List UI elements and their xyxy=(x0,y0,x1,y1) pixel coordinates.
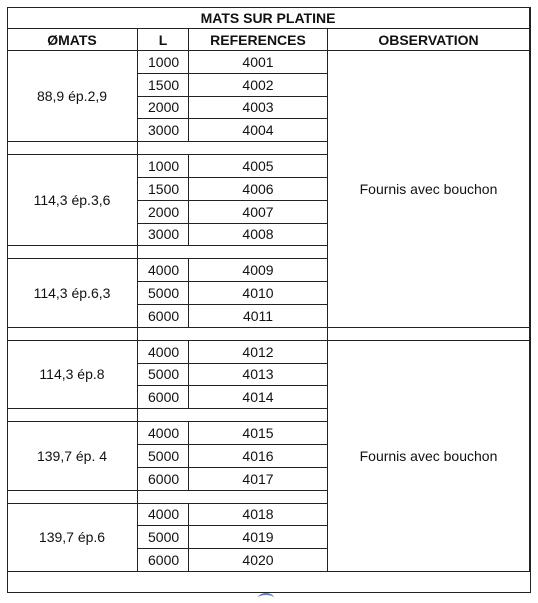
header-length: L xyxy=(138,29,189,51)
page-corner-mark xyxy=(258,593,274,603)
reference-cell: 4018 xyxy=(189,504,328,527)
spacer-row xyxy=(7,246,138,259)
reference-cell: 4003 xyxy=(189,97,328,120)
length-cell: 2000 xyxy=(138,97,189,120)
reference-cell: 4011 xyxy=(189,305,328,328)
length-cell: 2000 xyxy=(138,201,189,224)
group-diameter: 114,3 ép.8 xyxy=(7,341,138,409)
length-cell: 5000 xyxy=(138,445,189,468)
length-cell: 5000 xyxy=(138,526,189,549)
length-cell: 1000 xyxy=(138,155,189,178)
reference-cell: 4006 xyxy=(189,178,328,201)
reference-cell: 4020 xyxy=(189,549,328,572)
separator-band xyxy=(328,328,530,341)
separator-band xyxy=(7,328,138,341)
reference-cell: 4007 xyxy=(189,201,328,224)
header-references: REFERENCES xyxy=(189,29,328,51)
table-title: MATS SUR PLATINE xyxy=(7,7,530,29)
reference-cell: 4014 xyxy=(189,386,328,409)
reference-cell: 4019 xyxy=(189,526,328,549)
spacer-row xyxy=(138,409,328,422)
length-cell: 1000 xyxy=(138,51,189,74)
length-cell: 4000 xyxy=(138,259,189,282)
reference-cell: 4016 xyxy=(189,445,328,468)
length-cell: 4000 xyxy=(138,422,189,445)
header-observation: OBSERVATION xyxy=(328,29,530,51)
reference-cell: 4005 xyxy=(189,155,328,178)
reference-cell: 4008 xyxy=(189,224,328,247)
length-cell: 3000 xyxy=(138,224,189,247)
reference-cell: 4001 xyxy=(189,51,328,74)
length-cell: 4000 xyxy=(138,341,189,364)
length-cell: 6000 xyxy=(138,549,189,572)
length-cell: 6000 xyxy=(138,386,189,409)
spacer-row xyxy=(138,246,328,259)
spacer-row xyxy=(138,142,328,155)
length-cell: 1500 xyxy=(138,178,189,201)
reference-cell: 4017 xyxy=(189,468,328,491)
reference-cell: 4002 xyxy=(189,74,328,97)
length-cell: 5000 xyxy=(138,282,189,305)
length-cell: 5000 xyxy=(138,364,189,387)
spacer-row xyxy=(7,409,138,422)
group-diameter: 114,3 ép.6,3 xyxy=(7,259,138,327)
header-diameter: ØMATS xyxy=(7,29,138,51)
spacer-row xyxy=(7,142,138,155)
group-diameter: 139,7 ép. 4 xyxy=(7,422,138,490)
length-cell: 3000 xyxy=(138,119,189,142)
spacer-row xyxy=(138,491,328,504)
observation-cell: Fournis avec bouchon xyxy=(328,341,530,572)
reference-cell: 4010 xyxy=(189,282,328,305)
separator-band xyxy=(138,328,328,341)
length-cell: 6000 xyxy=(138,468,189,491)
spacer-row xyxy=(7,491,138,504)
observation-cell: Fournis avec bouchon xyxy=(328,51,530,328)
length-cell: 1500 xyxy=(138,74,189,97)
group-diameter: 114,3 ép.3,6 xyxy=(7,155,138,246)
reference-cell: 4009 xyxy=(189,259,328,282)
reference-cell: 4015 xyxy=(189,422,328,445)
reference-cell: 4013 xyxy=(189,364,328,387)
group-diameter: 139,7 ép.6 xyxy=(7,504,138,572)
length-cell: 4000 xyxy=(138,504,189,527)
length-cell: 6000 xyxy=(138,305,189,328)
group-diameter: 88,9 ép.2,9 xyxy=(7,51,138,142)
reference-cell: 4012 xyxy=(189,341,328,364)
reference-cell: 4004 xyxy=(189,119,328,142)
